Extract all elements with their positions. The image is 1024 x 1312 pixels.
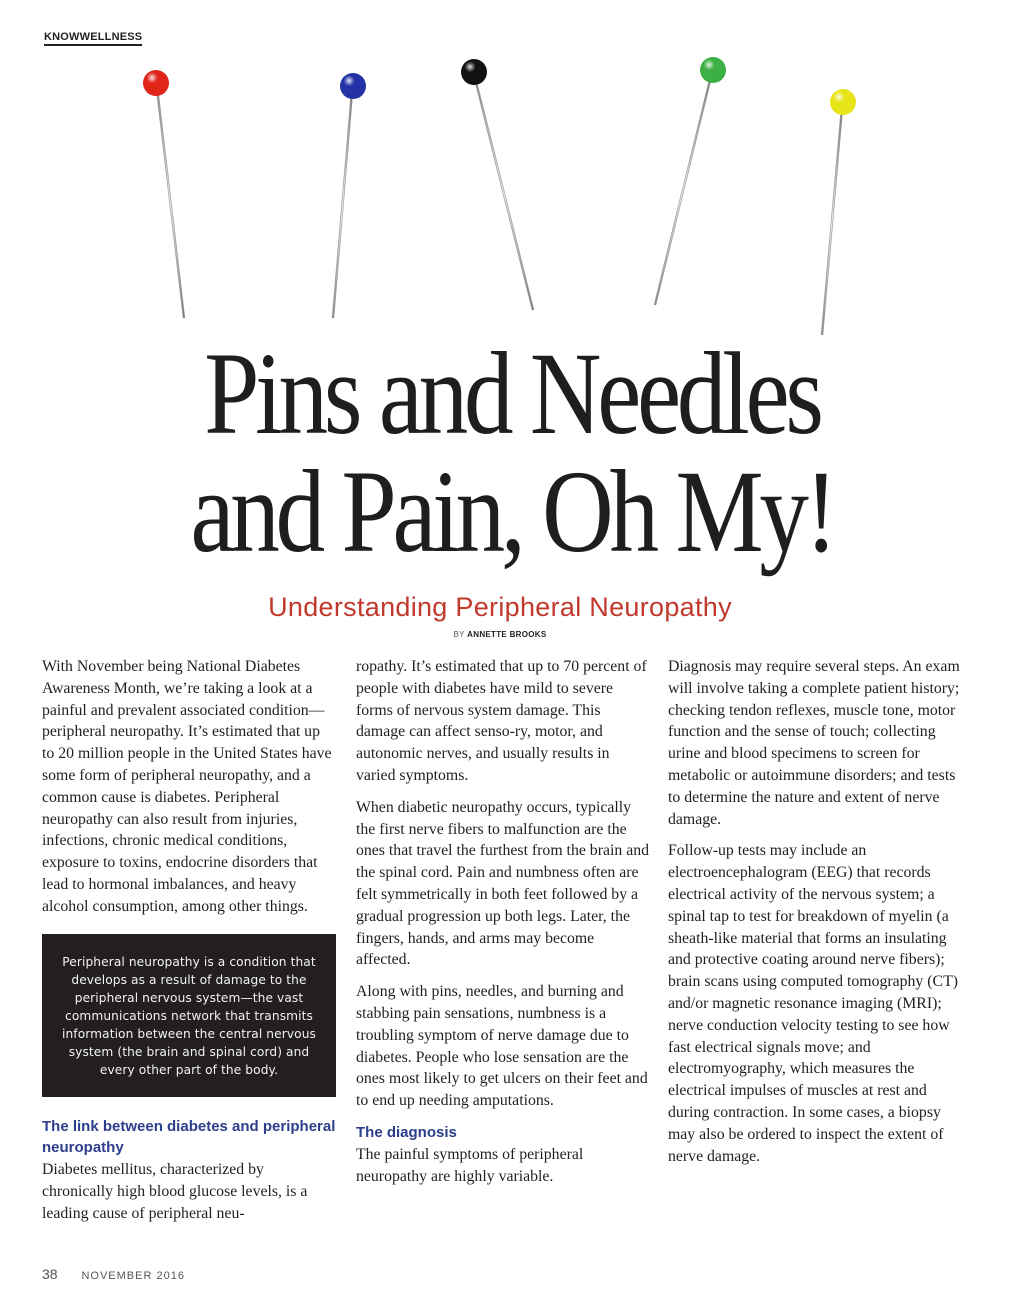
- pins-illustration: [0, 0, 1024, 340]
- headline-line-1: Pins and Needles: [204, 328, 820, 459]
- paragraph: Follow-up tests may include an electroencephalogram (EEG) that records electrical activity of the nervous system; a spinal tap to test for breakdown of myelin (a sheath-like material that forms an insulating and protective coating around nerve fibers); brain scans using computed tomography (CT) and/or magnetic resonance imaging (MRI); nerve conduction velocity testing to see how fast electrical signals move; and electromyography, which measures the electrical impulses of muscles at rest and during contraction. In some cases, a biopsy may also be ordered to inspect the extent of nerve damage.: [668, 842, 958, 1165]
- blue-pin: [333, 73, 366, 318]
- headline-line-2: and Pain, Oh My!: [190, 446, 834, 577]
- paragraph: Diabetes mellitus, characterized by chronically high blood glucose levels, is a leading cause of peripheral neu-: [42, 1161, 308, 1222]
- black-pin: [461, 59, 533, 310]
- paragraph: The painful symptoms of peripheral neuropathy are highly variable.: [356, 1145, 584, 1185]
- column-1: [42, 656, 336, 1235]
- yellow-pin: [822, 89, 856, 335]
- paragraph: When diabetic neuropathy occurs, typically the first nerve fibers to malfunction are the ones that travel the furthest from the brain and the spinal cord. Pain and numbness often are felt symmetrically in both feet followed by a gradual progression up both legs. Later, the fingers, hands, and arms may become affected.: [356, 798, 650, 969]
- intro-paragraph: With November being National Diabetes Awareness Month, we’re taking a look at a painful and prevalent associated condition—peripheral neuropathy. It’s estimated that up to 20 million people in the United States have some form of peripheral neuropathy, and a common cause is diabetes. Peripheral neuropathy can also result from injuries, infections, chronic medical conditions, exposure to toxins, endocrine disorders that lead to hormonal imbalances, and heavy alcohol consumption, among other things.: [42, 658, 332, 915]
- callout-box: Peripheral neuropathy is a condition that develops as a result of damage to the peripheral nervous system—the vast communications network that transmits information between the central nervous system (the brain and spinal cord) and every other part of the body.: [42, 934, 336, 1097]
- issue-date: NOVEMBER 2016: [81, 1270, 185, 1282]
- page-number: 38: [42, 1266, 58, 1282]
- subhead-diagnosis: The diagnosis: [356, 1123, 457, 1141]
- paragraph: Along with pins, needles, and burning and stabbing pain sensations, numbness is a troubling symptom of nerve damage due to diabetes. People who lose sensation are the ones most likely to get ulcers on their feet and to end up needing amputations.: [356, 983, 648, 1110]
- subhead-diabetes-link: The link between diabetes and peripheral neuropathy: [42, 1117, 336, 1157]
- page-footer: [42, 1266, 185, 1282]
- byline-prefix: BY: [453, 630, 465, 639]
- red-pin: [143, 70, 184, 318]
- byline-author: ANNETTE BROOKS: [467, 630, 547, 639]
- headline: [0, 328, 1024, 577]
- column-2: [356, 656, 652, 1197]
- section-tag: KNOWWELLNESS: [44, 31, 142, 46]
- paragraph: ropathy. It’s estimated that up to 70 percent of people with diabetes have mild to severe forms of nervous system damage. This damage can affect senso-ry, motor, and autonomic nerves, and usually results in varied symptoms.: [356, 658, 647, 784]
- column-3: [668, 656, 968, 1177]
- green-pin: [655, 57, 726, 305]
- paragraph: Diagnosis may require several steps. An exam will involve taking a complete patient history; checking tendon reflexes, muscle tone, motor function and the sense of touch; collecting urine and blood specimens to screen for metabolic or autoimmune disorders; and tests to determine the nature and extent of nerve damage.: [668, 658, 960, 828]
- subtitle: Understanding Peripheral Neuropathy: [268, 592, 732, 622]
- byline: [0, 629, 1000, 641]
